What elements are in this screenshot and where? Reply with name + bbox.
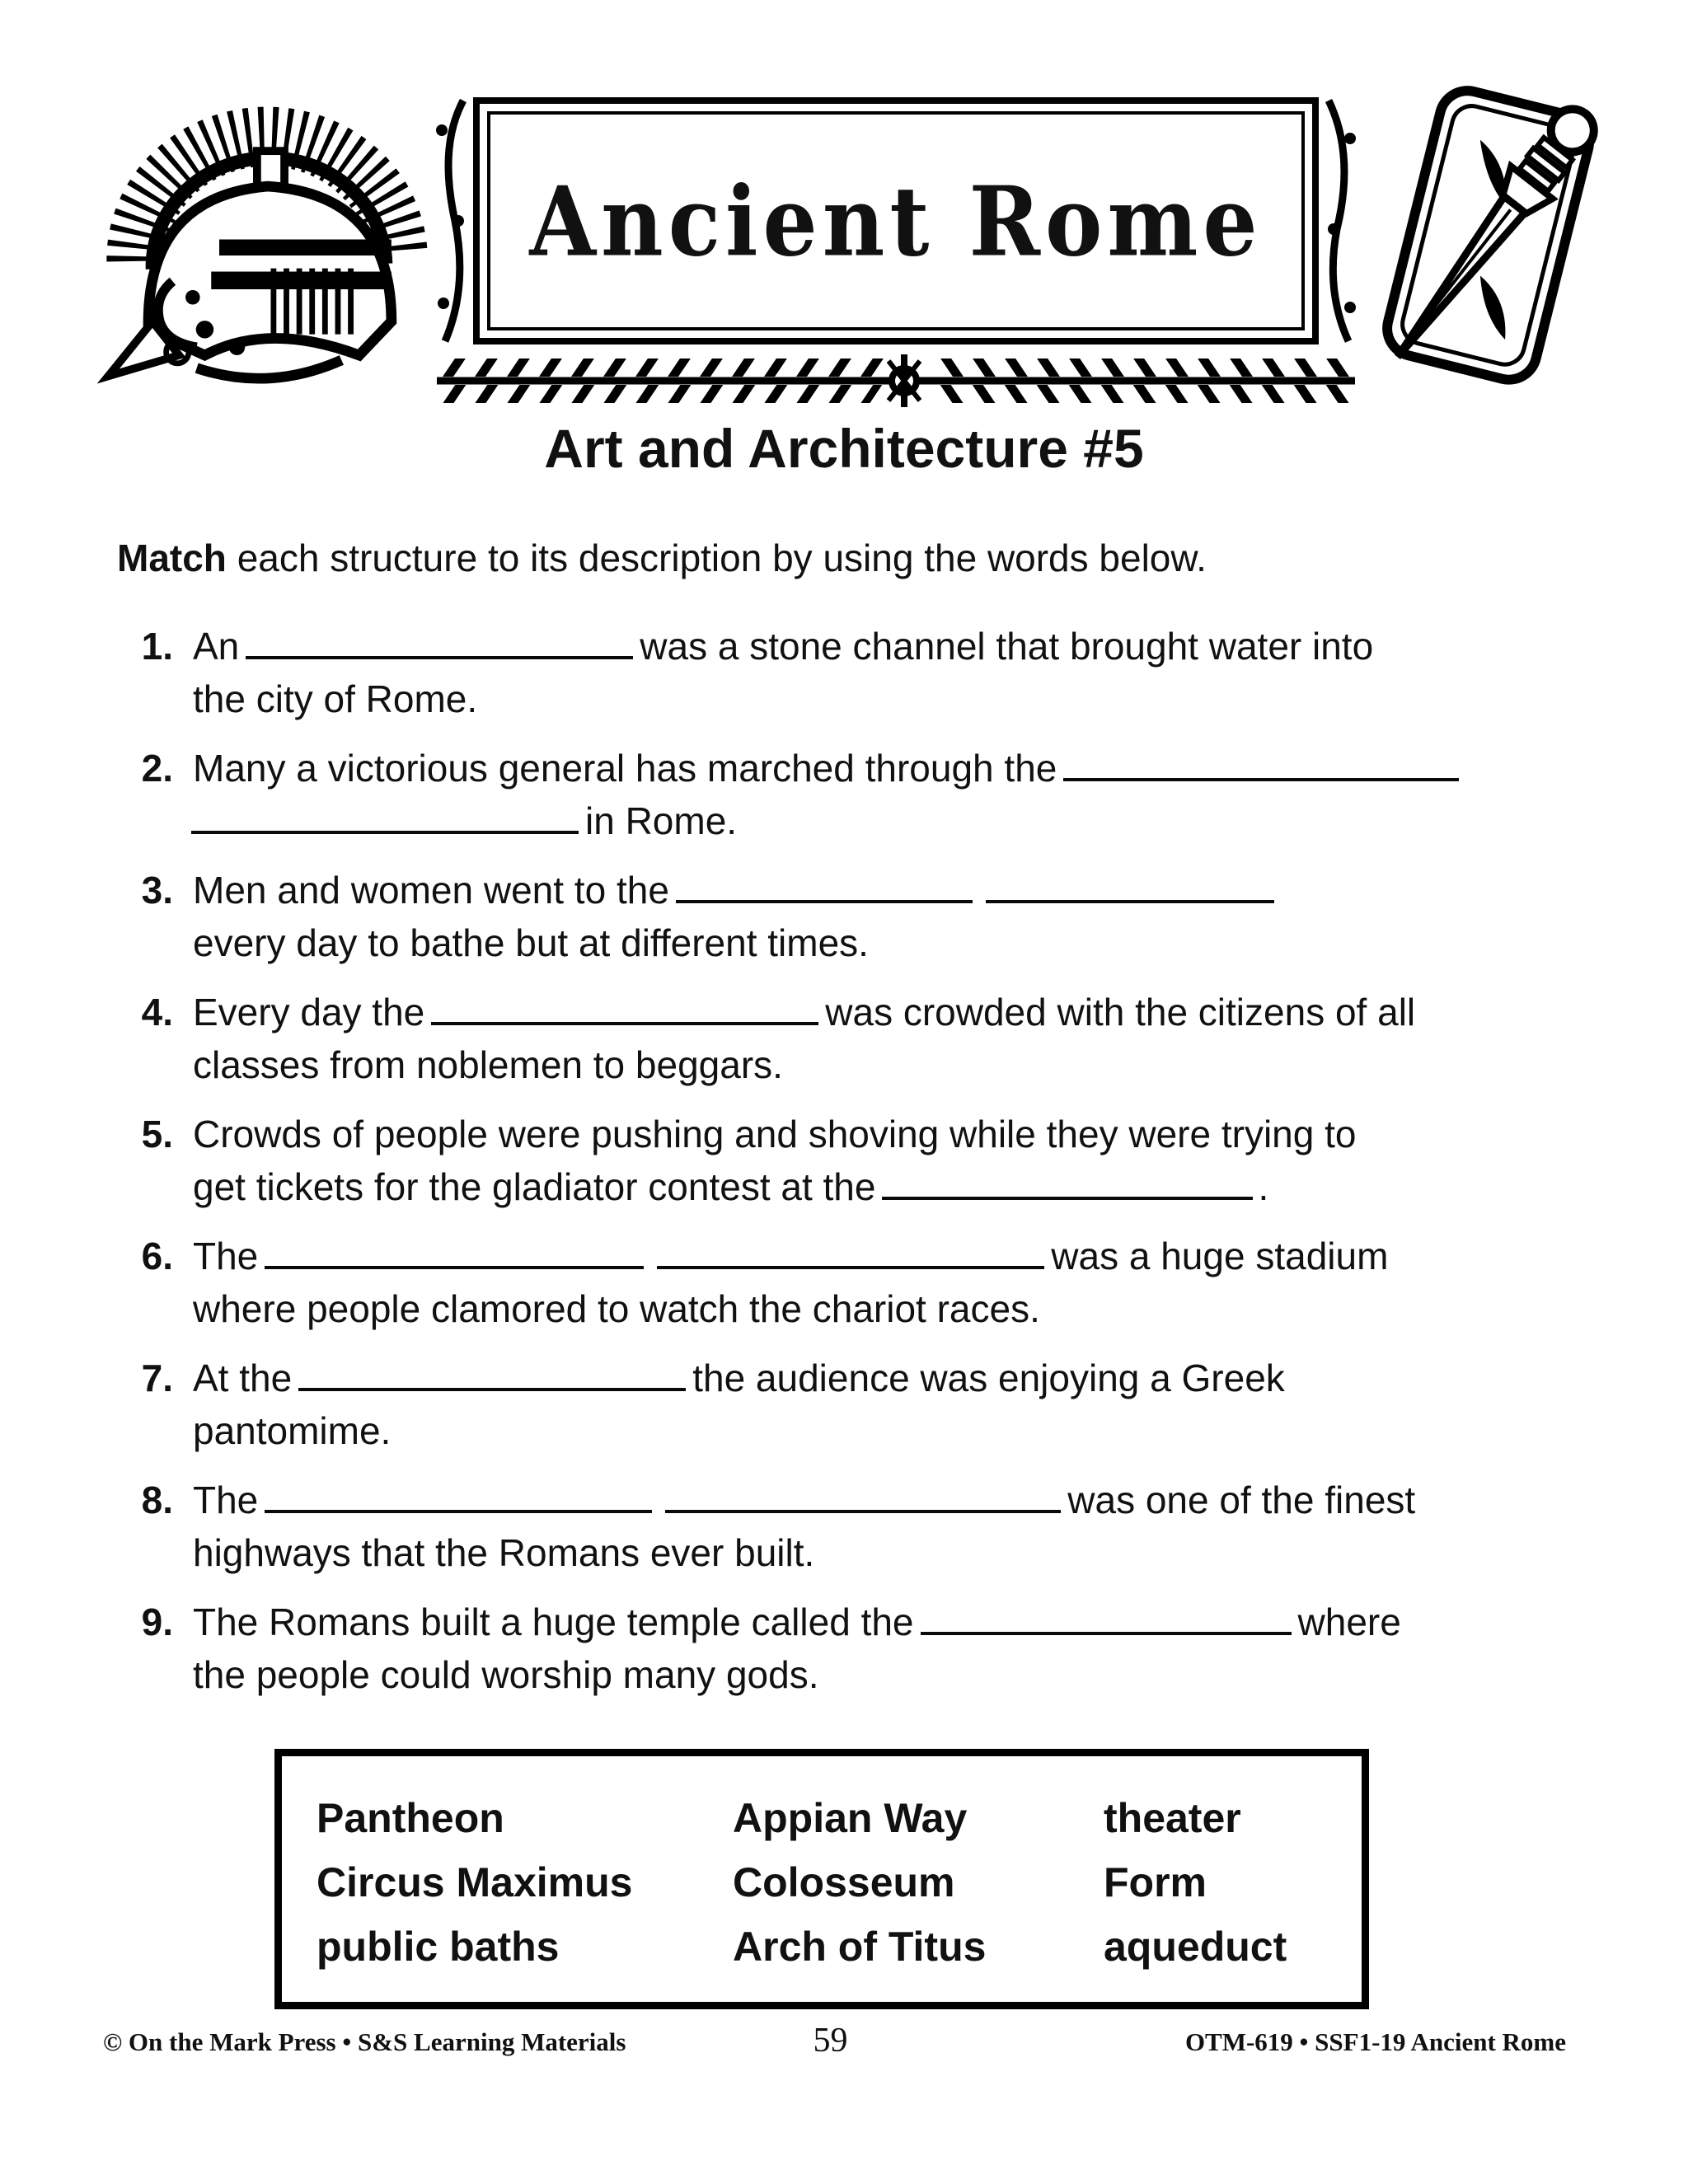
answer-blank-q3-1[interactable] xyxy=(676,871,973,903)
question-text: was one of the finest xyxy=(1067,1479,1416,1521)
word-bank-item[interactable]: theater xyxy=(1104,1795,1241,1841)
page-footer xyxy=(103,2021,1566,2070)
shield-and-dagger-icon xyxy=(1367,71,1614,405)
word-bank-item[interactable]: Appian Way xyxy=(733,1795,968,1841)
question-text: the audience was enjoying a Greek xyxy=(692,1357,1285,1399)
question-list xyxy=(115,620,1540,1718)
question-4 xyxy=(115,986,1540,1091)
banner-title: Ancient Rome xyxy=(529,164,1263,278)
answer-blank-q9[interactable] xyxy=(921,1603,1292,1635)
question-number: 5. xyxy=(141,1113,173,1155)
banner-sign xyxy=(430,97,1362,412)
header-artwork xyxy=(76,56,1606,398)
word-bank-item[interactable]: Circus Maximus xyxy=(316,1859,633,1905)
question-text: At the xyxy=(193,1357,293,1399)
question-7 xyxy=(115,1352,1540,1457)
word-bank xyxy=(274,1749,1369,2009)
word-bank-item[interactable]: Pantheon xyxy=(316,1795,504,1841)
instructions-text: each structure to its description by using the words below. xyxy=(237,537,1207,579)
question-text: was a stone channel that brought water into xyxy=(640,625,1374,668)
answer-blank-q6-1[interactable] xyxy=(265,1237,644,1269)
question-text: highways that the Romans ever built. xyxy=(193,1531,815,1574)
answer-blank-q6-2[interactable] xyxy=(657,1237,1044,1269)
question-text: in Rome. xyxy=(585,799,738,842)
question-text: The xyxy=(193,1235,259,1277)
answer-blank-q4[interactable] xyxy=(431,993,818,1025)
product-code: OTM-619 • SSF1-19 Ancient Rome xyxy=(1184,2027,1566,2056)
question-number: 8. xyxy=(141,1479,173,1521)
question-9 xyxy=(115,1596,1540,1701)
word-bank-item[interactable]: Colosseum xyxy=(733,1859,955,1905)
question-text: Every day the xyxy=(193,991,425,1033)
instructions-lead: Match xyxy=(117,537,227,579)
answer-blank-q8-2[interactable] xyxy=(665,1481,1061,1513)
word-bank-item[interactable]: Form xyxy=(1104,1859,1207,1905)
word-bank-column-1 xyxy=(316,1786,733,2002)
answer-blank-q8-1[interactable] xyxy=(265,1481,652,1513)
question-text: . xyxy=(1258,1165,1269,1208)
question-1 xyxy=(115,620,1540,725)
answer-blank-q1[interactable] xyxy=(246,627,633,659)
question-number: 6. xyxy=(141,1235,173,1277)
answer-blank-q3-2[interactable] xyxy=(986,871,1274,903)
scroll-edge-left-icon xyxy=(430,97,473,344)
word-bank-item[interactable]: Arch of Titus xyxy=(733,1924,987,1970)
publisher-credit: © On the Mark Press • S&S Learning Materials xyxy=(103,2027,626,2056)
word-bank-column-3 xyxy=(1104,1786,1362,2002)
question-number: 3. xyxy=(141,869,173,912)
answer-blank-q7[interactable] xyxy=(298,1359,686,1391)
question-text: Men and women went to the xyxy=(193,869,669,912)
question-3 xyxy=(115,864,1540,969)
question-number: 9. xyxy=(141,1601,173,1643)
page-number: 59 xyxy=(813,2022,848,2060)
answer-blank-q2-1[interactable] xyxy=(1063,749,1459,781)
question-text: Many a victorious general has marched through the xyxy=(193,747,1057,790)
question-text: where people clamored to watch the chariot races. xyxy=(193,1287,1040,1330)
word-bank-column-2 xyxy=(733,1786,1104,2002)
question-text: every day to bathe but at different times. xyxy=(193,921,869,964)
question-2 xyxy=(115,742,1540,847)
question-number: 2. xyxy=(141,747,173,790)
page-title: Art and Architecture #5 xyxy=(544,418,1144,479)
question-number: 1. xyxy=(141,625,173,668)
answer-blank-q5[interactable] xyxy=(882,1168,1253,1200)
instructions xyxy=(117,536,1207,580)
question-text: The xyxy=(193,1479,259,1521)
question-6 xyxy=(115,1230,1540,1335)
question-text: the city of Rome. xyxy=(193,677,478,720)
question-text: the people could worship many gods. xyxy=(193,1653,819,1696)
word-bank-item[interactable]: aqueduct xyxy=(1104,1924,1287,1970)
word-bank-item[interactable]: public baths xyxy=(316,1924,560,1970)
question-number: 7. xyxy=(141,1357,173,1399)
scroll-edge-right-icon xyxy=(1319,97,1362,344)
question-text: classes from noblemen to beggars. xyxy=(193,1043,783,1086)
question-text: was crowded with the citizens of all xyxy=(825,991,1416,1033)
laurel-garland-icon xyxy=(430,346,1362,412)
question-text: The Romans built a huge temple called the xyxy=(193,1601,914,1643)
question-5 xyxy=(115,1108,1540,1213)
question-text: Crowds of people were pushing and shoving while they were trying to xyxy=(193,1113,1357,1155)
question-text: was a huge stadium xyxy=(1051,1235,1389,1277)
question-8 xyxy=(115,1474,1540,1579)
question-text: pantomime. xyxy=(193,1409,392,1452)
question-text: where xyxy=(1297,1601,1401,1643)
question-number: 4. xyxy=(141,991,173,1033)
question-text: get tickets for the gladiator contest at the xyxy=(193,1165,876,1208)
answer-blank-q2-2[interactable] xyxy=(191,802,579,834)
question-text: An xyxy=(193,625,240,668)
roman-helmet-icon xyxy=(76,56,430,390)
